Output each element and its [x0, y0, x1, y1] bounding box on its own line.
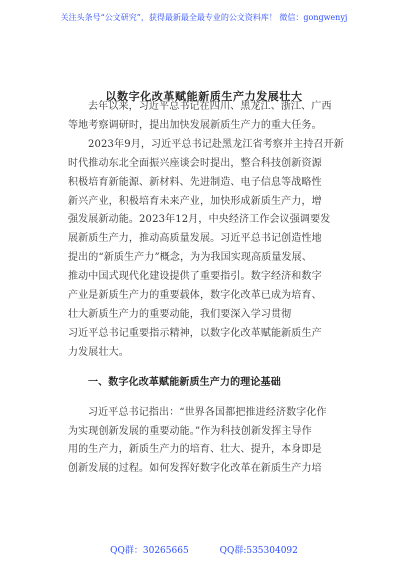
text-line: 2023年9月，习近平总书记赴黑龙江省考察并主持召开新 [88, 138, 344, 150]
text-line: 习近平总书记指出：“世界各国都把推进经济数字化作 [88, 406, 327, 418]
footer-qq-group-2: QQ群:535304092 [219, 546, 298, 556]
section-heading: 一、数字化改革赋能新质生产力的理论基础 [88, 376, 281, 388]
text-line: 等地考察调研时，提出加快发展新质生产力的重大任务。 [68, 119, 322, 131]
text-line: 强发展新动能。2023年12月，中央经济工作会议强调要发 [68, 214, 331, 226]
text-line: 新兴产业，积极培育未来产业，加快形成新质生产力，增 [68, 195, 322, 207]
text-line: 创新发展的过程。如何发挥好数字化改革在新质生产力培 [68, 463, 322, 475]
text-line: 力发展壮大。 [68, 346, 129, 358]
paragraph-3 [68, 404, 340, 480]
footer-qq-group-1: QQ群：30265665 [110, 546, 189, 556]
text-line: 壮大新质生产力的重要动能，我们要深入学习贯彻 [68, 308, 292, 320]
footer [0, 543, 408, 556]
paragraph-1 [68, 98, 340, 136]
text-line: 时代推动东北全面振兴座谈会时提出，整合科技创新资源 [68, 157, 322, 169]
text-line: 习近平总书记重要指示精神，以数字化改革赋能新质生产 [68, 327, 322, 339]
text-line: 推动中国式现代化建设提供了重要指引。数字经济和数字 [68, 271, 322, 283]
document-body [68, 98, 344, 479]
text-line: 为实现创新发展的重要动能。”作为科技创新发挥主导作 [68, 425, 312, 437]
text-line: 提出的“新质生产力”概念，为为我国实现高质量发展、 [68, 252, 312, 264]
paragraph-2 [68, 136, 344, 363]
text-line: 用的生产力，新质生产力的培育、壮大、提升，本身即是 [68, 444, 322, 456]
text-line: 去年以来，习近平总书记在四川、黑龙江、浙江、广西 [88, 101, 332, 112]
text-line: 积极培育新能源、新材料、先进制造、电子信息等战略性 [68, 176, 322, 188]
text-line: 产业是新质生产力的重要载体，数字化改革已成为培育、 [68, 290, 322, 302]
document-title: 以数字化改革赋能新质生产力发展壮大 [105, 90, 303, 103]
text-line: 展新质生产力，推动高质量发展。习近平总书记创造性地 [68, 233, 322, 245]
header-note: 关注头条号“公文研究”，获得最新最全最专业的公文资料库！ 微信：gongwenyj [60, 13, 348, 22]
